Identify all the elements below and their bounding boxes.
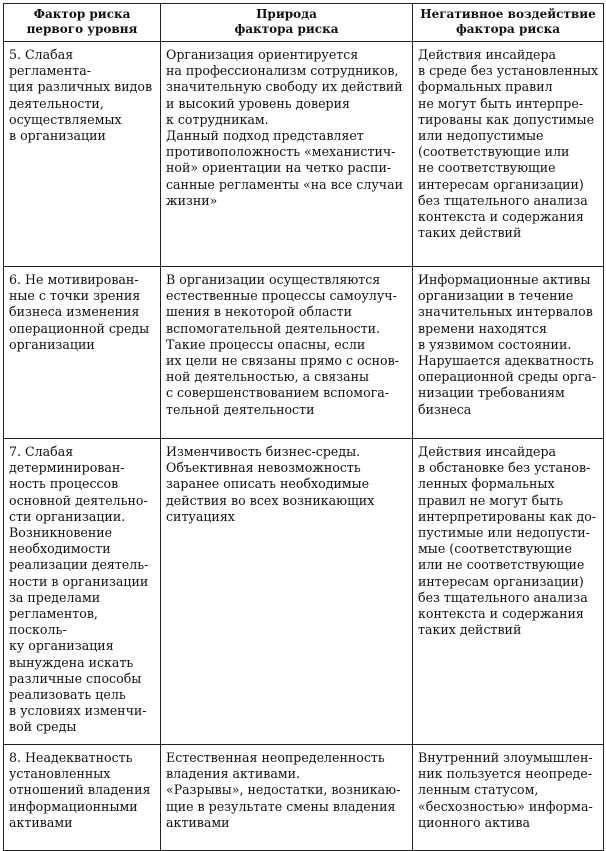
- text-line: без тщательного анализа: [418, 192, 588, 208]
- header-line: Негативное воздействие: [420, 7, 596, 21]
- cell-negative-impact: [413, 745, 604, 851]
- text-line: регламентов, посколь-: [9, 606, 98, 638]
- cell-negative-impact: [413, 42, 604, 267]
- text-line: ность процессов: [9, 476, 119, 492]
- text-line: ция различных видов: [9, 79, 153, 95]
- text-line: операционной среды орга-: [418, 369, 597, 385]
- text-line: операционной среды: [9, 320, 150, 336]
- text-line: владения активами.: [166, 766, 301, 782]
- text-line: детерминирован-: [9, 460, 125, 476]
- text-line: Возникновение: [9, 525, 113, 541]
- cell-risk-nature: [161, 439, 413, 745]
- cell-risk-factor: [4, 745, 161, 851]
- text-line: вынуждена искать: [9, 654, 134, 670]
- text-line: тельной деятельности: [166, 401, 315, 417]
- text-line: их цели не связаны прямо с основ-: [166, 353, 399, 369]
- text-line: интересам организации): [418, 176, 584, 192]
- text-line: формальных правил: [418, 79, 553, 95]
- text-line: за пределами: [9, 589, 101, 605]
- table-row: [4, 439, 604, 745]
- text-line: ной деятельностью, а связаны: [166, 369, 370, 385]
- text-line: тированы как допустимые: [418, 111, 595, 127]
- text-line: ной» ориентации на четко распи-: [166, 160, 392, 176]
- text-line: Организация ориентируется: [166, 47, 359, 62]
- text-line: или недопустимые: [418, 128, 544, 144]
- header-line: Природа: [256, 7, 317, 21]
- text-line: ку организация: [9, 638, 114, 654]
- text-line: ные с точки зрения: [9, 288, 141, 304]
- text-line: в обстановке без установ-: [418, 460, 591, 476]
- text-line: и высокий уровень доверия: [166, 95, 350, 111]
- text-line: 7. Слабая: [9, 444, 74, 459]
- text-line: таких действий: [418, 622, 522, 638]
- text-line: с совершенствованием вспомога-: [166, 385, 390, 401]
- text-line: заранее описать необходимые: [166, 476, 370, 492]
- text-line: времени находятся: [418, 320, 547, 336]
- text-line: значительную свободу их действий: [166, 79, 403, 95]
- text-line: 5. Слабая регламента-: [9, 47, 91, 79]
- table-row: [4, 267, 604, 439]
- text-line: ник пользуется неопреде-: [418, 766, 592, 782]
- text-line: отношений владения: [9, 782, 151, 798]
- header-negative-impact: [413, 4, 604, 42]
- header-line: фактора риска: [234, 22, 339, 36]
- text-line: вспомогательной деятельности.: [166, 320, 381, 336]
- text-line: организации: [9, 336, 95, 352]
- text-line: активами: [166, 814, 230, 830]
- cell-risk-nature: [161, 267, 413, 439]
- text-line: в организации: [9, 128, 106, 144]
- text-line: «бесхозностью» информа-: [418, 798, 593, 814]
- risk-factors-table: [3, 3, 604, 851]
- text-line: осуществляемых: [9, 111, 122, 127]
- text-line: Действия инсайдера: [418, 47, 557, 62]
- cell-risk-nature: [161, 42, 413, 267]
- text-line: В организации осуществляются: [166, 272, 381, 287]
- text-line: жизни»: [166, 192, 218, 208]
- cell-risk-factor: [4, 267, 161, 439]
- text-line: низации требованиям: [418, 385, 565, 401]
- text-line: без тщательного анализа: [418, 589, 588, 605]
- cell-risk-nature: [161, 745, 413, 851]
- text-line: пустимые или недопусти-: [418, 525, 590, 541]
- text-line: к сотрудникам.: [166, 111, 269, 127]
- text-line: Данный подход представляет: [166, 128, 364, 144]
- table-header-row: [4, 4, 604, 42]
- header-line: первого уровня: [26, 22, 138, 36]
- text-line: в уязвимом состоянии.: [418, 336, 572, 352]
- table-row: [4, 745, 604, 851]
- text-line: санные регламенты «на все случаи: [166, 176, 403, 192]
- table-row: [4, 42, 604, 267]
- text-line: интерпретированы как до-: [418, 508, 597, 524]
- text-line: различные способы: [9, 670, 142, 686]
- text-line: в среде без установленных: [418, 63, 599, 79]
- text-line: Внутренний злоумышлен-: [418, 750, 593, 765]
- text-line: не могут быть интерпре-: [418, 95, 584, 111]
- text-line: Нарушается адекватность: [418, 353, 594, 369]
- text-line: шения в некоторой области: [166, 304, 352, 320]
- text-line: действия во всех возникающих: [166, 492, 375, 508]
- text-line: ленных формальных: [418, 476, 555, 492]
- text-line: или не соответствующие: [418, 557, 585, 573]
- text-line: Естественная неопределенность: [166, 750, 385, 765]
- text-line: ленным статусом,: [418, 782, 539, 798]
- text-line: правил не могут быть: [418, 492, 564, 508]
- text-line: 6. Не мотивирован-: [9, 272, 139, 287]
- text-line: контекста и содержания: [418, 606, 584, 622]
- text-line: сти организации.: [9, 508, 126, 524]
- text-line: на профессионализм сотрудников,: [166, 63, 399, 79]
- text-line: таких действий: [418, 225, 522, 241]
- text-line: информационными: [9, 798, 138, 814]
- text-line: Изменчивость бизнес-среды.: [166, 444, 361, 459]
- cell-risk-factor: [4, 42, 161, 267]
- header-risk-factor: [4, 4, 161, 42]
- text-line: интересам организации): [418, 573, 584, 589]
- text-line: деятельности,: [9, 95, 104, 111]
- header-risk-nature: [161, 4, 413, 42]
- text-line: противоположность «механистич-: [166, 144, 396, 160]
- text-line: необходимости: [9, 541, 111, 557]
- text-line: активами: [9, 814, 73, 830]
- text-line: вой среды: [9, 719, 77, 735]
- text-line: установленных: [9, 766, 111, 782]
- cell-negative-impact: [413, 267, 604, 439]
- text-line: Действия инсайдера: [418, 444, 557, 459]
- text-line: контекста и содержания: [418, 209, 584, 225]
- cell-negative-impact: [413, 439, 604, 745]
- text-line: Информационные активы: [418, 272, 591, 287]
- header-line: Фактор риска: [33, 7, 131, 21]
- text-line: ционного актива: [418, 814, 530, 830]
- text-line: значительных интервалов: [418, 304, 593, 320]
- text-line: 8. Неадекватность: [9, 750, 133, 765]
- cell-risk-factor: [4, 439, 161, 745]
- header-line: фактора риска: [455, 22, 561, 36]
- text-line: «Разрывы», недостатки, возникаю-: [166, 782, 401, 798]
- text-line: естественные процессы самоулуч-: [166, 288, 397, 304]
- text-line: в условиях изменчи-: [9, 703, 147, 719]
- text-line: ситуациях: [166, 508, 235, 524]
- text-line: Объективная невозможность: [166, 460, 361, 476]
- text-line: организации в течение: [418, 288, 574, 304]
- text-line: мые (соответствующие: [418, 541, 572, 557]
- text-line: не соответствующие: [418, 160, 556, 176]
- text-line: бизнеса изменения: [9, 304, 140, 320]
- text-line: щие в результате смены владения: [166, 798, 396, 814]
- text-line: бизнеса: [418, 401, 472, 417]
- text-line: ности в организации: [9, 573, 149, 589]
- text-line: Такие процессы опасны, если: [166, 336, 366, 352]
- text-line: реализовать цель: [9, 687, 126, 703]
- text-line: реализации деятель-: [9, 557, 149, 573]
- text-line: основной деятельно-: [9, 492, 148, 508]
- text-line: (соответствующие или: [418, 144, 570, 160]
